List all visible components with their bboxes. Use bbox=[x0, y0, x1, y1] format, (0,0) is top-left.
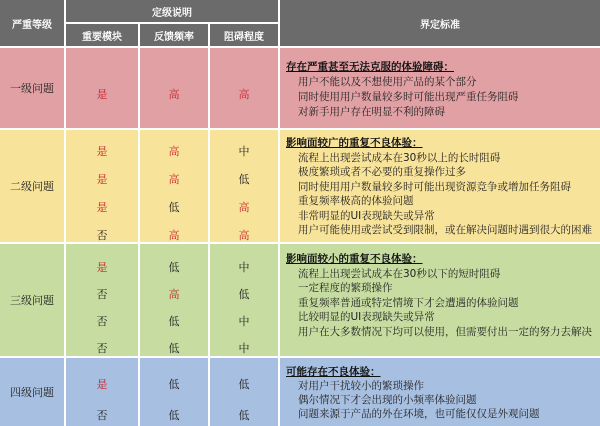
col-frequency bbox=[140, 358, 208, 426]
frequency-value: 低 bbox=[168, 261, 180, 274]
frequency-value: 低 bbox=[168, 409, 180, 422]
obstruction-value: 低 bbox=[238, 173, 250, 186]
level-label: 三级问题 bbox=[0, 244, 64, 356]
module-value: 是 bbox=[96, 201, 108, 214]
criteria-item: 一定程度的繁琐操作 bbox=[298, 282, 393, 294]
criteria-item: 非常明显的UI表现缺失或异常 bbox=[298, 209, 435, 222]
module-value: 否 bbox=[96, 288, 108, 301]
header-criteria: 界定标准 bbox=[280, 0, 600, 46]
criteria-item: 比较明显的UI表现缺失或异常 bbox=[298, 311, 435, 323]
criteria-item: 用户在大多数情况下均可以使用，但需要付出一定的努力去解决 bbox=[298, 325, 592, 338]
criteria-item: 问题来源于产品的外在环境，也可能仅仅是外观问题 bbox=[298, 408, 540, 420]
obstruction-value: 中 bbox=[238, 315, 250, 328]
criteria-item: 同时使用用户数量较多时可能出现严重任务阻碍 bbox=[298, 91, 519, 103]
obstruction-value: 高 bbox=[238, 201, 250, 214]
criteria-item: 流程上出现尝试成本在30秒以上的长时阻碍 bbox=[298, 151, 501, 164]
criteria-item: 偶尔情况下才会出现的小频率体验问题 bbox=[298, 394, 477, 406]
col-frequency bbox=[140, 130, 208, 242]
criteria-title: 影响面较广的重复不良体验： bbox=[286, 137, 423, 149]
module-value: 否 bbox=[96, 342, 108, 355]
module-value: 否 bbox=[96, 409, 108, 422]
criteria-item: 极度繁琐或者不必要的重复操作过多 bbox=[298, 166, 466, 178]
frequency-value: 低 bbox=[168, 315, 180, 328]
level-label: 二级问题 bbox=[0, 130, 64, 242]
criteria-item: 同时使用用户数量较多时可能出现资源竞争或增加任务阻碍 bbox=[298, 180, 571, 193]
header-frequency: 反馈频率 bbox=[140, 24, 208, 46]
module-value: 是 bbox=[96, 88, 108, 101]
frequency-value: 高 bbox=[168, 229, 180, 242]
criteria-cell bbox=[280, 48, 600, 128]
header-definition: 定级说明 bbox=[66, 0, 278, 22]
obstruction-value: 中 bbox=[238, 342, 250, 355]
header-module: 重要模块 bbox=[66, 24, 138, 46]
col-obstruction bbox=[210, 358, 278, 426]
col-module bbox=[66, 130, 138, 242]
criteria-item: 用户不能以及不想使用产品的某个部分 bbox=[298, 76, 477, 88]
frequency-value: 高 bbox=[168, 173, 180, 186]
criteria-title: 影响面较小的重复不良体验： bbox=[286, 253, 423, 265]
obstruction-value: 中 bbox=[238, 145, 250, 158]
module-value: 否 bbox=[96, 315, 108, 328]
level-label: 四级问题 bbox=[0, 358, 64, 426]
frequency-value: 高 bbox=[168, 88, 180, 101]
header-obstruction: 阻碍程度 bbox=[210, 24, 278, 46]
obstruction-value: 中 bbox=[238, 261, 250, 274]
col-obstruction bbox=[210, 48, 278, 128]
module-value: 是 bbox=[96, 378, 108, 391]
obstruction-value: 高 bbox=[238, 88, 250, 101]
frequency-value: 低 bbox=[168, 378, 180, 391]
frequency-value: 低 bbox=[168, 342, 180, 355]
criteria-cell bbox=[280, 358, 600, 426]
criteria-title: 存在严重甚至无法克服的体验障碍： bbox=[286, 61, 454, 73]
col-obstruction bbox=[210, 130, 278, 242]
col-frequency bbox=[140, 244, 208, 356]
criteria-cell bbox=[280, 130, 600, 242]
criteria-item: 对新手用户存在明显不利的障碍 bbox=[298, 106, 445, 118]
module-value: 是 bbox=[96, 145, 108, 158]
col-frequency bbox=[140, 48, 208, 128]
criteria-title: 可能存在不良体验： bbox=[286, 366, 381, 378]
criteria-item: 对用户干扰较小的繁琐操作 bbox=[298, 380, 424, 392]
obstruction-value: 低 bbox=[238, 378, 250, 391]
criteria-item: 用户可能使用或尝试受到限制，或在解决问题时遇到很大的困难 bbox=[298, 224, 592, 236]
criteria-item: 流程上出现尝试成本在30秒以下的短时阻碍 bbox=[298, 267, 501, 280]
obstruction-value: 低 bbox=[238, 288, 250, 301]
frequency-value: 低 bbox=[168, 201, 180, 214]
col-module bbox=[66, 48, 138, 128]
obstruction-value: 高 bbox=[238, 229, 250, 242]
col-module bbox=[66, 358, 138, 426]
frequency-value: 高 bbox=[168, 145, 180, 158]
criteria-item: 重复频率普通或特定情境下才会遭遇的体验问题 bbox=[298, 296, 519, 309]
criteria-cell bbox=[280, 244, 600, 356]
col-module bbox=[66, 244, 138, 356]
frequency-value: 高 bbox=[168, 288, 180, 301]
module-value: 是 bbox=[96, 173, 108, 186]
level-label: 一级问题 bbox=[0, 48, 64, 128]
obstruction-value: 低 bbox=[238, 409, 250, 422]
module-value: 是 bbox=[96, 261, 108, 274]
criteria-item: 重复频率极高的体验问题 bbox=[298, 195, 414, 207]
col-obstruction bbox=[210, 244, 278, 356]
header-severity-level: 严重等级 bbox=[0, 0, 64, 46]
module-value: 否 bbox=[96, 229, 108, 242]
